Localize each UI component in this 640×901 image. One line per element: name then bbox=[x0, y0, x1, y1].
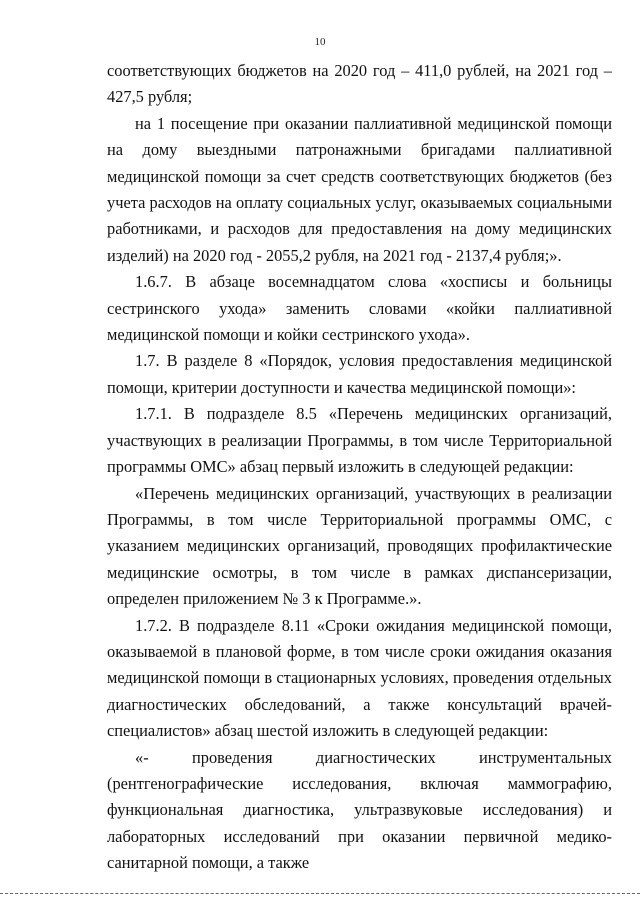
paragraph: 1.7. В разделе 8 «Порядок, условия предоставления медицинской помощи, критерии доступности и качества медицинской помощи»: bbox=[107, 351, 612, 397]
paragraph: 1.6.7. В абзаце восемнадцатом слова «хосписы и больницы сестринского ухода» заменить словами «койки паллиативной медицинской помощи и койки сестринского ухода». bbox=[107, 272, 612, 345]
paragraph: 1.7.2. В подразделе 8.11 «Сроки ожидания медицинской помощи, оказываемой в плановой форме, в том числе сроки ожидания оказания медицинской помощи в стационарных условиях, проведения отдельных диагностических обследований, а также консультаций врачей-специалистов» абзац шестой изложить в следующей редакции: bbox=[107, 615, 612, 741]
paragraph: «Перечень медицинских организаций, участвующих в реализации Программы, в том числе Территориальной программы ОМС, с указанием медицинских организаций, проводящих профилактические медицинские осмотры, в том числе в рамках диспансеризации, определен приложением № 3 к Программе.». bbox=[107, 483, 612, 609]
paragraph: на 1 посещение при оказании паллиативной медицинской помощи на дому выездными патронажными бригадами паллиативной медицинской помощи за счет средств соответствующих бюджетов (без учета расходов на оплату социальных услуг, оказываемых социальными работниками, и расходов для предоставления на дому медицинских изделий) на 2020 год - 2055,2 рубля, на 2021 год - 2137,4 рубля;». bbox=[107, 113, 612, 265]
paragraph: 1.7.1. В подразделе 8.5 «Перечень медицинских организаций, участвующих в реализации Программы, в том числе Территориальной программы ОМС» абзац первый изложить в следующей редакции: bbox=[107, 404, 612, 477]
page-number: 10 bbox=[314, 36, 326, 48]
paragraph: соответствующих бюджетов на 2020 год – 411,0 рублей, на 2021 год – 427,5 рубля; bbox=[107, 61, 612, 107]
page-edge-divider bbox=[0, 893, 640, 894]
paragraph: «- проведения диагностических инструментальных (рентгенографические исследования, включая маммографию, функциональная диагностика, ультразвуковые исследования) и лабораторных исследований при оказании первичной медико-санитарной помощи, а также bbox=[107, 747, 612, 873]
document-body bbox=[107, 58, 612, 877]
